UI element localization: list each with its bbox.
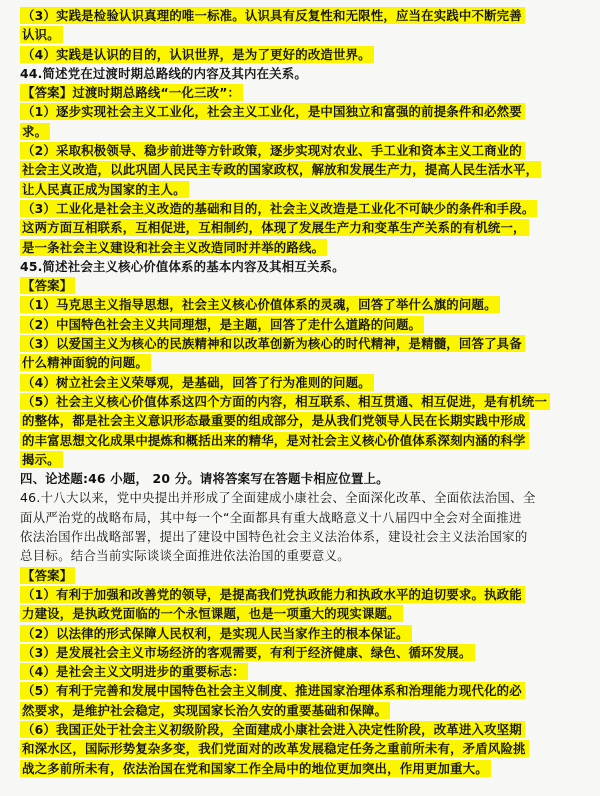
text-line: 揭示。: [20, 450, 586, 469]
question-heading: 45.简述社会主义核心价值体系的基本内容及其相互关系。: [20, 258, 345, 274]
section-heading: 四、论述题:46 小题， 20 分。请将答案写在答题卡相应位置上。: [20, 471, 389, 487]
text-line: 力建设，是执政党面临的一个永恒课题，也是一项重大的现实课题。: [20, 604, 586, 623]
text-line: 是一条社会主义建设和社会主义改造同时并举的路线。: [20, 238, 586, 257]
text-line: （2）中国特色社会主义共同理想，是主题，回答了走什么道路的问题。: [20, 315, 586, 334]
text-line: （6）我国正处于社会主义初级阶段，全面建成小康社会进入决定性阶段，改革进入攻坚期: [20, 720, 586, 739]
text-line: （3）工业化是社会主义改造的基础和目的，社会主义改造是工业化不可缺少的条件和手段。: [20, 199, 586, 218]
answer-label: 【答案】过渡时期总路线“一化三改”：: [20, 83, 586, 102]
text-line: （4）树立社会主义荣辱观，是基础，回答了行为准则的问题。: [20, 373, 586, 392]
text-line: 然要求，是维护社会稳定，实现国家长治久安的重要基础和保障。: [20, 701, 586, 720]
text-line: （1）马克思主义指导思想，社会主义核心价值体系的灵魂，回答了举什么旗的问题。: [20, 295, 586, 314]
text-line: （3）是发展社会主义市场经济的客观需要，有利于经济健康、绿色、循环发展。: [20, 643, 586, 662]
text-line: 的丰富思想文化成果中提炼和概括出来的精华，是对社会主义核心价值体系深刻内涵的科学: [20, 431, 586, 450]
text-line: 让人民真正成为国家的主人。: [20, 180, 586, 199]
text-line: 和深水区，国际形势复杂多变，我们党面对的改革发展稳定任务之重前所未有，矛盾风险挑: [20, 739, 586, 758]
text-line: 认识。: [20, 25, 586, 44]
question-text: 总目标。结合当前实际谈谈全面推进依法治国的重要意义。: [20, 548, 350, 564]
text-line: 求。: [20, 122, 586, 141]
question-text: 依法治国作出战略部署，提出了建设中国特色社会主义法治体系，建设社会主义法治国家的: [20, 529, 528, 545]
text-line: 的整体，都是社会主义意识形态最重要的组成部分，是从我们党领导人民在长期实践中形成: [20, 411, 586, 430]
answer-label: 【答案】: [20, 276, 586, 295]
question-heading: 44.简述党在过渡时期总路线的内容及其内在关系。: [20, 65, 307, 81]
answer-label: 【答案】: [20, 566, 586, 585]
question-text: 46.十八大以来，党中央提出并形成了全面建成小康社会、全面深化改革、全面依法治国、全: [20, 490, 536, 506]
text-line: （4）是社会主义文明进步的重要标志：: [20, 662, 586, 681]
text-line: （3）实践是检验认识真理的唯一标准。认识具有反复性和无限性，应当在实践中不断完善: [20, 6, 586, 25]
text-line: （5）有利于完善和发展中国特色社会主义制度、推进国家治理体系和治理能力现代化的必: [20, 681, 586, 700]
question-text: 面从严治党的战略布局，其中每一个“全面都具有重大战略意义十八届四中全会对全面推进: [20, 509, 522, 525]
text-line: （4）实践是认识的目的，认识世界，是为了更好的改造世界。: [20, 45, 586, 64]
text-line: （2）采取积极领导、稳步前进等方针政策，逐步实现对农业、手工业和资本主义工商业的: [20, 141, 586, 160]
text-line: （2）以法律的形式保障人民权利，是实现人民当家作主的根本保证。: [20, 624, 586, 643]
text-line: （5）社会主义核心价值体系这四个方面的内容，相互联系、相互贯通、相互促进，是有机统一: [20, 392, 586, 411]
text-line: 社会主义改造，以此巩固人民民主专政的国家政权，解放和发展生产力，提高人民生活水平，: [20, 160, 586, 179]
text-line: （1）有利于加强和改善党的领导，是提高我们党执政能力和执政水平的迫切要求。执政能: [20, 585, 586, 604]
text-line: 这两方面互相联系，互相促进，互相制约，体现了发展生产力和变革生产关系的有机统一，: [20, 218, 586, 237]
text-line: （1）逐步实现社会主义工业化，社会主义工业化，是中国独立和富强的前提条件和必然要: [20, 102, 586, 121]
text-line: 什么精神面貌的问题。: [20, 353, 586, 372]
text-line: 战之多前所未有，依法治国在党和国家工作全局中的地位更加突出，作用更加重大。: [20, 759, 586, 778]
text-line: （3）以爱国主义为核心的民族精神和以改革创新为核心的时代精神，是精髓，回答了具备: [20, 334, 586, 353]
